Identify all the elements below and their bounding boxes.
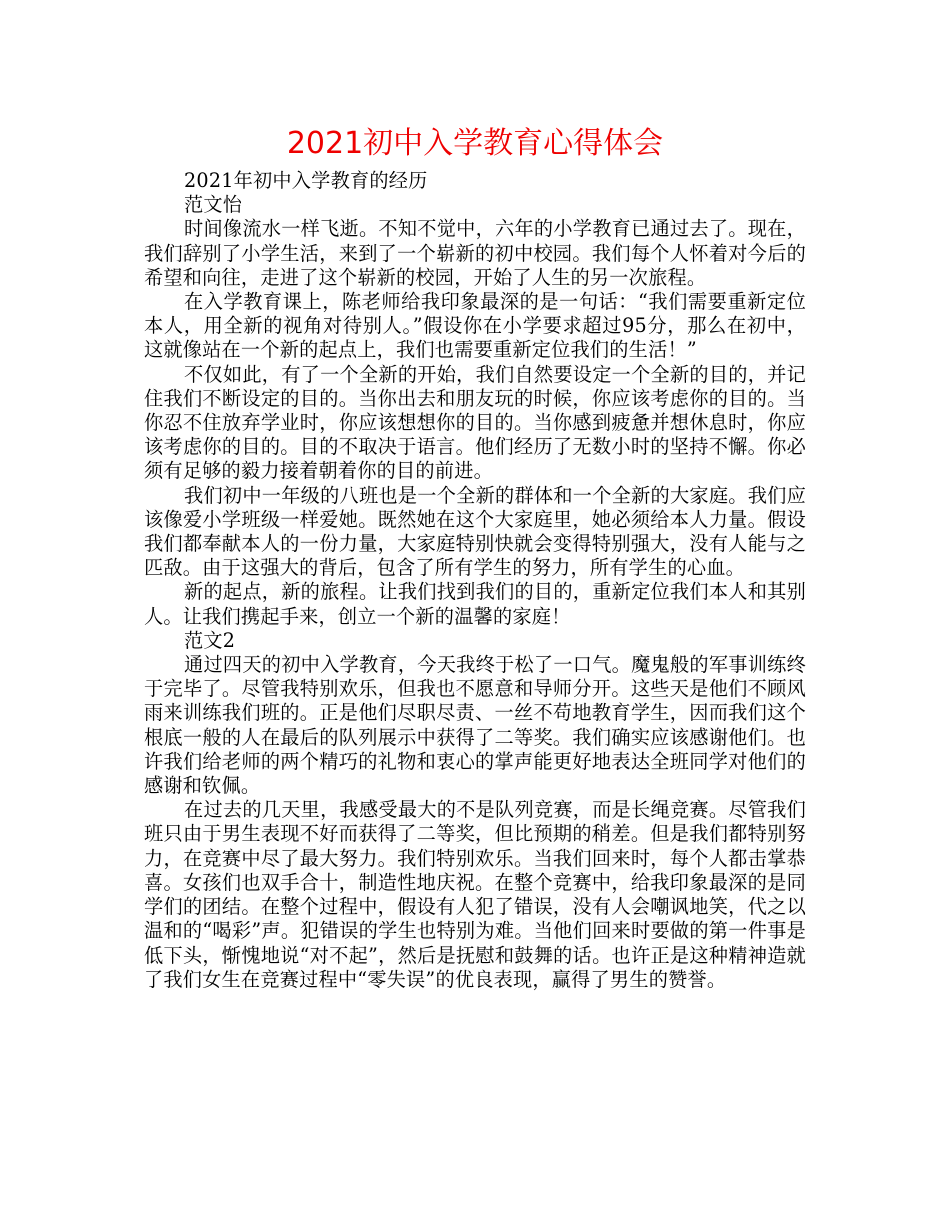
paragraph: 时间像流水一样飞逝。不知不觉中，六年的小学教育已通过去了。现在，我们辞别了小学生活，来到了一个崭新的初中校园。我们每个人怀着对今后的希望和向往，走进了这个崭新的校园，开始了人生的另一次旅程。: [144, 217, 806, 289]
paragraph: 我们初中一年级的八班也是一个全新的群体和一个全新的大家庭。我们应该像爱小学班级一样爱她。既然她在这个大家庭里，她必须给本人力量。假设我们都奉献本人的一份力量，大家庭特别快就会变得特别强大，没有人能与之匹敌。由于这强大的背后，包含了所有学生的努力，所有学生的心血。: [144, 483, 806, 580]
section-heading: 范文2: [184, 628, 236, 652]
author-line: 范文怡: [184, 193, 243, 217]
paragraph: 通过四天的初中入学教育，今天我终于松了一口气。魔鬼般的军事训练终于完毕了。尽管我特别欢乐，但我也不愿意和导师分开。这些天是他们不顾风雨来训练我们班的。正是他们尽职尽责、一丝不苟地教育学生，因而我们这个根底一般的人在最后的队列展示中获得了二等奖。我们确实应该感谢他们。也许我们给老师的两个精巧的礼物和衷心的掌声能更好地表达全班同学对他们的感谢和钦佩。: [144, 653, 806, 798]
paragraph: 在入学教育课上，陈老师给我印象最深的是一句话：“我们需要重新定位本人，用全新的视角对待别人。”假设你在小学要求超过95分，那么在初中，这就像站在一个新的起点上，我们也需要重新定位我们的生活！”: [144, 290, 806, 362]
document-body: [144, 169, 806, 992]
document-title: 2021初中入学教育心得体会: [286, 126, 664, 161]
paragraph: 新的起点，新的旅程。让我们找到我们的目的，重新定位我们本人和其别人。让我们携起手来，创立一个新的温馨的家庭！: [144, 580, 806, 628]
paragraph: 在过去的几天里，我感受最大的不是队列竞赛，而是长绳竞赛。尽管我们班只由于男生表现不好而获得了二等奖，但比预期的稍差。但是我们都特别努力，在竞赛中尽了最大努力。我们特别欢乐。当我们回来时，每个人都击掌恭喜。女孩们也双手合十，制造性地庆祝。在整个竞赛中，给我印象最深的是同学们的团结。在整个过程中，假设有人犯了错误，没有人会嘲讽地笑，代之以温和的“喝彩”声。犯错误的学生也特别为难。当他们回来时要做的第一件事是低下头，惭愧地说“对不起”，然后是抚慰和鼓舞的话。也许正是这种精神造就了我们女生在竞赛过程中“零失误”的优良表现，赢得了男生的赞誉。: [144, 798, 806, 991]
paragraph: 不仅如此，有了一个全新的开始，我们自然要设定一个全新的目的，并记住我们不断设定的目的。当你出去和朋友玩的时候，你应该考虑你的目的。当你忍不住放弃学业时，你应该想想你的目的。当你感到疲惫并想休息时，你应该考虑你的目的。目的不取决于语言。他们经历了无数小时的坚持不懈。你必须有足够的毅力接着朝着你的目的前进。: [144, 362, 806, 483]
subtitle-line: 2021年初中入学教育的经历: [184, 169, 428, 192]
